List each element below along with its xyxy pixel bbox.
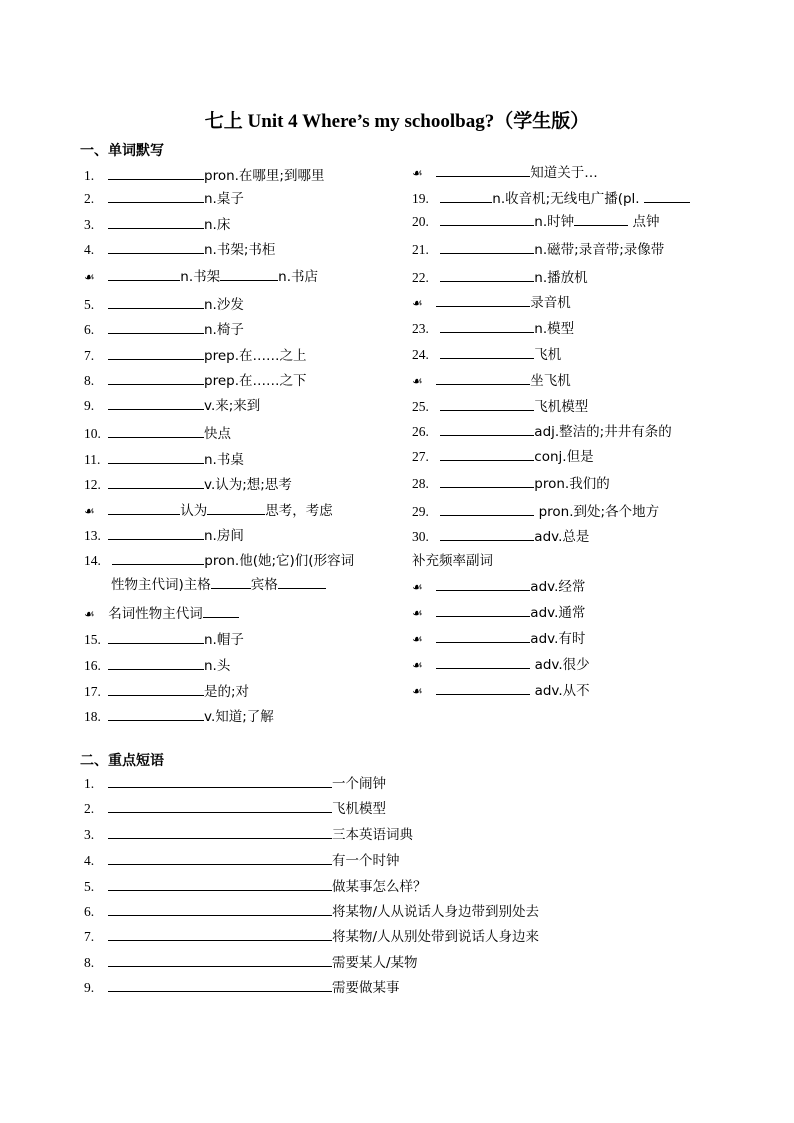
answer-blank[interactable]	[108, 190, 204, 203]
word-row	[412, 503, 659, 521]
word-row-continued	[111, 576, 326, 594]
item-number: 8.	[84, 373, 95, 388]
word-meaning: prep.在……之下	[204, 373, 307, 389]
word-row	[84, 321, 244, 339]
word-meaning: 录音机	[530, 295, 571, 311]
answer-blank[interactable]	[108, 296, 204, 309]
word-meaning: 思考，考虑	[265, 503, 333, 519]
answer-blank[interactable]	[108, 631, 204, 644]
word-row	[84, 657, 230, 675]
answer-blank[interactable]	[108, 527, 204, 540]
answer-blank[interactable]	[644, 190, 690, 203]
word-row	[412, 578, 585, 596]
answer-blank[interactable]	[436, 578, 530, 591]
word-row	[412, 320, 574, 338]
item-number: 30.	[412, 529, 429, 544]
answer-blank[interactable]	[436, 630, 530, 643]
phrase-meaning: 将某物/人从说话人身边带到别处去	[332, 904, 540, 920]
phrase-row	[84, 852, 400, 870]
item-number: 28.	[412, 476, 429, 491]
word-meaning: n.播放机	[534, 270, 588, 286]
word-row	[84, 425, 231, 443]
item-number: 6.	[84, 322, 95, 337]
phrase-row	[84, 903, 539, 921]
phrase-meaning: 需要做某事	[332, 980, 400, 996]
phrase-row	[84, 826, 413, 844]
item-number: 24.	[412, 347, 429, 362]
word-row	[84, 631, 244, 649]
answer-blank[interactable]	[112, 552, 204, 565]
answer-blank[interactable]	[108, 476, 204, 489]
answer-blank[interactable]	[108, 216, 204, 229]
word-meaning: v.认为;想;思考	[204, 477, 292, 493]
bookmark-icon: ☙	[412, 632, 423, 646]
word-meaning: v.来;来到	[204, 398, 261, 414]
item-number: 3.	[84, 217, 95, 232]
word-row	[84, 190, 244, 208]
word-meaning: adv.有时	[530, 631, 586, 647]
word-meaning: v.知道;了解	[204, 709, 274, 725]
answer-blank[interactable]	[108, 826, 332, 839]
answer-blank[interactable]	[108, 451, 204, 464]
bookmark-icon: ☙	[412, 296, 423, 310]
word-row	[84, 241, 275, 259]
word-row	[412, 630, 585, 648]
answer-blank[interactable]	[440, 448, 534, 461]
word-row	[84, 605, 239, 623]
answer-blank[interactable]	[207, 502, 265, 515]
word-meaning: n.沙发	[204, 297, 244, 313]
phrase-meaning: 一个闹钟	[332, 776, 386, 792]
word-meaning: pron.我们的	[534, 476, 610, 492]
item-number: 1.	[84, 776, 95, 791]
item-number: 21.	[412, 242, 429, 257]
item-number: 12.	[84, 477, 101, 492]
word-meaning: 快点	[204, 426, 231, 442]
word-row	[84, 347, 307, 365]
word-meaning: pron.他(她;它)们(形容词	[204, 553, 355, 569]
answer-blank[interactable]	[108, 657, 204, 670]
word-meaning: 名词性物主代词	[104, 606, 203, 622]
item-number: 8.	[84, 955, 95, 970]
word-meaning: prep.在……之上	[204, 348, 307, 364]
word-row	[412, 423, 672, 441]
word-row	[412, 164, 598, 182]
bookmark-icon: ☙	[84, 607, 95, 621]
word-meaning: n.收音机;无线电广播(pl.	[492, 191, 640, 207]
item-number: 27.	[412, 449, 429, 464]
bookmark-icon: ☙	[412, 606, 423, 620]
phrase-row	[84, 954, 418, 972]
word-meaning: n.帽子	[204, 632, 244, 648]
word-row	[84, 552, 354, 570]
item-number: 4.	[84, 242, 95, 257]
item-number: 5.	[84, 879, 95, 894]
word-meaning: n.头	[204, 658, 231, 674]
bookmark-icon: ☙	[84, 504, 95, 518]
word-row	[84, 296, 244, 314]
word-row	[84, 451, 244, 469]
word-row	[84, 216, 230, 234]
phrase-row	[84, 979, 400, 997]
word-row	[412, 656, 590, 674]
answer-blank[interactable]	[108, 979, 332, 992]
item-number: 7.	[84, 929, 95, 944]
answer-blank[interactable]	[108, 903, 332, 916]
word-meaning: pron.在哪里;到哪里	[204, 168, 325, 184]
word-meaning: 飞机	[534, 347, 562, 363]
bookmark-icon: ☙	[412, 166, 423, 180]
item-number: 19.	[412, 191, 429, 206]
word-row	[84, 527, 244, 545]
word-row	[412, 241, 664, 259]
word-meaning: n.床	[204, 217, 231, 233]
word-row	[84, 476, 292, 494]
item-number: 23.	[412, 321, 429, 336]
answer-blank[interactable]	[108, 241, 204, 254]
word-meaning: 宾格	[250, 577, 278, 593]
item-number: 17.	[84, 684, 101, 699]
bookmark-icon: ☙	[412, 580, 423, 594]
answer-blank[interactable]	[220, 268, 278, 281]
answer-blank[interactable]	[108, 800, 332, 813]
word-meaning: adv.总是	[534, 529, 590, 545]
word-row	[412, 604, 585, 622]
item-number: 5.	[84, 297, 95, 312]
word-meaning: 是的;对	[204, 684, 250, 700]
word-meaning: adv.经常	[530, 579, 586, 595]
word-row	[412, 269, 588, 287]
answer-blank[interactable]	[108, 167, 204, 180]
item-number: 2.	[84, 801, 95, 816]
word-meaning: n.书架	[180, 269, 221, 285]
word-row	[412, 682, 590, 700]
answer-blank[interactable]	[440, 269, 534, 282]
answer-blank[interactable]	[436, 294, 530, 307]
answer-blank[interactable]	[574, 213, 628, 226]
answer-blank[interactable]	[108, 852, 332, 865]
page-title: 七上 Unit 4 Where’s my schoolbag?（学生版）	[204, 111, 590, 132]
phrase-row	[84, 928, 539, 946]
word-meaning: 飞机模型	[534, 399, 589, 415]
word-meaning: n.椅子	[204, 322, 244, 338]
word-row	[412, 346, 561, 364]
phrase-meaning: 三本英语词典	[332, 827, 413, 843]
answer-blank[interactable]	[440, 190, 492, 203]
word-meaning: 性物主代词)主格	[111, 577, 211, 593]
answer-blank[interactable]	[108, 683, 204, 696]
bookmark-icon: ☙	[412, 658, 423, 672]
bookmark-icon: ☙	[412, 374, 423, 388]
answer-blank[interactable]	[278, 576, 326, 589]
item-number: 4.	[84, 853, 95, 868]
word-row	[84, 397, 260, 415]
answer-blank[interactable]	[440, 503, 534, 516]
item-number: 10.	[84, 426, 101, 441]
word-meaning: adv.很少	[530, 657, 590, 673]
word-meaning: adj.整洁的;井井有条的	[534, 424, 672, 440]
item-number: 16.	[84, 658, 101, 673]
word-row	[412, 294, 571, 312]
answer-blank[interactable]	[211, 576, 251, 589]
word-row	[412, 552, 493, 570]
word-meaning: conj.但是	[534, 449, 594, 465]
answer-blank[interactable]	[440, 320, 534, 333]
word-meaning: 认为	[180, 503, 208, 519]
answer-blank[interactable]	[108, 321, 204, 334]
word-meaning: n.模型	[534, 321, 575, 337]
answer-blank[interactable]	[108, 878, 332, 891]
word-row	[84, 268, 318, 286]
phrase-row	[84, 800, 386, 818]
word-meaning: 知道关于…	[530, 165, 598, 181]
word-row	[412, 398, 588, 416]
bookmark-icon: ☙	[84, 270, 95, 284]
answer-blank[interactable]	[108, 708, 204, 721]
answer-blank[interactable]	[108, 954, 332, 967]
item-number: 7.	[84, 348, 95, 363]
word-meaning: n.磁带;录音带;录像带	[534, 242, 665, 258]
word-meaning: n.时钟	[534, 214, 575, 230]
section-vocabulary-heading: 一、单词默写	[80, 143, 164, 159]
word-row	[84, 167, 324, 185]
phrase-row	[84, 878, 427, 896]
item-number: 2.	[84, 191, 95, 206]
phrase-meaning: 飞机模型	[332, 801, 386, 817]
answer-blank[interactable]	[440, 475, 534, 488]
word-row	[412, 528, 589, 546]
answer-blank[interactable]	[440, 528, 534, 541]
answer-blank[interactable]	[436, 682, 530, 695]
item-number: 18.	[84, 709, 101, 724]
answer-blank[interactable]	[440, 241, 534, 254]
item-number: 14.	[84, 553, 101, 568]
phrase-meaning: 将某物/人从别处带到说话人身边来	[332, 929, 540, 945]
word-row	[84, 708, 274, 726]
answer-blank[interactable]	[436, 372, 530, 385]
answer-blank[interactable]	[108, 268, 180, 281]
phrase-meaning: 做某事怎么样？	[332, 879, 427, 895]
word-row	[412, 213, 659, 231]
word-meaning: adv.通常	[530, 605, 586, 621]
word-meaning: n.房间	[204, 528, 244, 544]
answer-blank[interactable]	[108, 397, 204, 410]
item-number: 11.	[84, 452, 101, 467]
word-meaning: n.书桌	[204, 452, 244, 468]
word-meaning: 坐飞机	[530, 373, 571, 389]
answer-blank[interactable]	[203, 605, 239, 618]
section-phrases-heading: 二、重点短语	[80, 753, 164, 769]
word-row	[412, 372, 571, 390]
item-number: 3.	[84, 827, 95, 842]
answer-blank[interactable]	[108, 372, 204, 385]
word-row	[412, 190, 690, 208]
phrase-meaning: 有一个时钟	[332, 853, 400, 869]
word-row	[84, 372, 307, 390]
answer-blank[interactable]	[108, 347, 204, 360]
item-number: 15.	[84, 632, 101, 647]
answer-blank[interactable]	[436, 164, 530, 177]
item-number: 25.	[412, 399, 429, 414]
word-meaning: n.书店	[278, 269, 319, 285]
answer-blank[interactable]	[436, 604, 530, 617]
bookmark-icon: ☙	[412, 684, 423, 698]
item-number: 20.	[412, 214, 429, 229]
word-meaning: n.桌子	[204, 191, 244, 207]
phrase-meaning: 需要某人/某物	[332, 955, 418, 971]
word-row	[412, 448, 594, 466]
word-meaning: pron.到处;各个地方	[534, 504, 660, 520]
word-row	[84, 502, 333, 520]
word-meaning: 点钟	[628, 214, 660, 230]
word-row	[412, 475, 610, 493]
answer-blank[interactable]	[440, 398, 534, 411]
item-number: 29.	[412, 504, 429, 519]
word-meaning: n.书架;书柜	[204, 242, 276, 258]
answer-blank[interactable]	[436, 656, 530, 669]
item-number: 22.	[412, 270, 429, 285]
word-row	[84, 683, 249, 701]
answer-blank[interactable]	[440, 423, 534, 436]
supplement-label: 补充频率副词	[412, 553, 493, 569]
item-number: 1.	[84, 168, 95, 183]
item-number: 6.	[84, 904, 95, 919]
item-number: 26.	[412, 424, 429, 439]
answer-blank[interactable]	[108, 928, 332, 941]
item-number: 13.	[84, 528, 101, 543]
word-meaning: adv.从不	[530, 683, 590, 699]
item-number: 9.	[84, 398, 95, 413]
answer-blank[interactable]	[440, 213, 534, 226]
answer-blank[interactable]	[108, 502, 180, 515]
item-number: 9.	[84, 980, 95, 995]
answer-blank[interactable]	[440, 346, 534, 359]
answer-blank[interactable]	[108, 425, 204, 438]
answer-blank[interactable]	[108, 775, 332, 788]
phrase-row	[84, 775, 386, 793]
